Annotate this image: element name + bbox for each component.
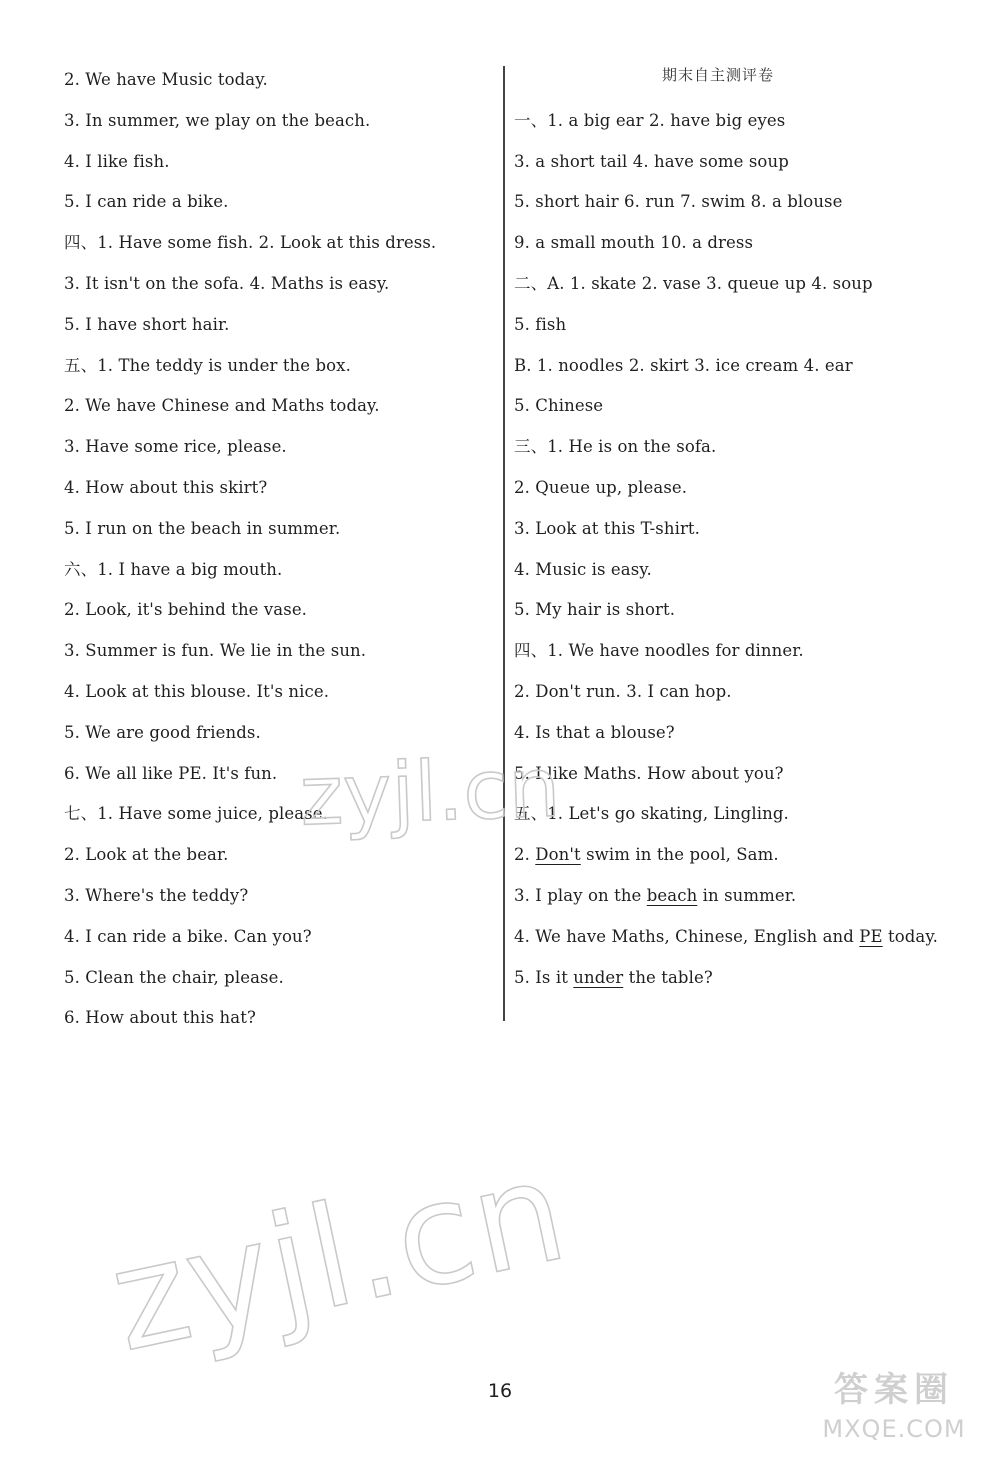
answer-line: 3. Have some rice, please. <box>64 437 287 457</box>
underlined-word: Don't <box>535 845 581 865</box>
answer-line: 4. I can ride a bike. Can you? <box>64 926 312 946</box>
answer-line: 4. I like fish. <box>64 151 170 171</box>
answer-line: 四、1. Have some fish. 2. Look at this dress. <box>64 233 437 253</box>
answer-line: 3. It isn't on the sofa. 4. Maths is easy. <box>64 273 390 293</box>
answer-line: 3. Look at this T-shirt. <box>514 518 701 538</box>
answer-line: 6. How about this hat? <box>64 1008 256 1028</box>
answer-line: 3. Where's the teddy? <box>64 885 249 905</box>
line-text: in summer. <box>697 885 797 905</box>
answer-line: 6. We all like PE. It's fun. <box>64 763 278 783</box>
underlined-word: beach <box>646 885 698 905</box>
answer-line: 5. Chinese <box>514 396 604 416</box>
line-text: the table? <box>623 967 713 987</box>
answer-line <box>514 876 984 917</box>
answer-line <box>514 835 984 876</box>
section-title: 期末自主测评卷 <box>662 66 775 84</box>
line-text: 2. <box>514 845 536 865</box>
stamp-title: 答案圈 <box>834 1370 954 1410</box>
answer-line: 3. In summer, we play on the beach. <box>64 110 371 130</box>
answer-line: B. 1. noodles 2. skirt 3. ice cream 4. ear <box>514 355 853 375</box>
site-stamp-logo <box>794 1362 994 1454</box>
answer-line: 六、1. I have a big mouth. <box>64 559 283 579</box>
line-text: 5. Is it <box>514 967 574 987</box>
answer-line: 2. Don't run. 3. I can hop. <box>514 681 732 701</box>
answer-line: 2. We have Music today. <box>64 70 268 89</box>
line-text: today. <box>882 926 938 946</box>
underlined-word: under <box>573 967 624 987</box>
answer-line: 4. Is that a blouse? <box>514 722 675 742</box>
answer-line: 五、1. The teddy is under the box. <box>64 355 351 375</box>
column-divider <box>503 66 505 1021</box>
answer-line: 2. Queue up, please. <box>514 477 688 497</box>
answer-line: 五、1. Let's go skating, Lingling. <box>514 804 789 824</box>
answer-line: 9. a small mouth 10. a dress <box>514 233 754 253</box>
answer-line: 5. I can ride a bike. <box>64 192 229 212</box>
answer-line: 5. I have short hair. <box>64 314 230 334</box>
answer-line: 4. Music is easy. <box>514 559 652 579</box>
answer-line: 5. fish <box>514 314 567 334</box>
answer-line: 三、1. He is on the sofa. <box>514 437 717 457</box>
stamp-domain: MXQE.COM <box>822 1415 966 1443</box>
underlined-word: PE <box>859 926 883 946</box>
answer-line: 4. Look at this blouse. It's nice. <box>64 681 330 701</box>
answer-line: 5. My hair is short. <box>514 600 676 620</box>
answer-line: 二、A. 1. skate 2. vase 3. queue up 4. soup <box>514 273 873 293</box>
line-text: 4. We have Maths, Chinese, English and <box>514 926 860 946</box>
left-answer-column <box>64 60 484 1039</box>
answer-line <box>514 917 984 958</box>
page-number: 16 <box>487 1380 513 1402</box>
answer-line: 四、1. We have noodles for dinner. <box>514 641 804 661</box>
answer-line: 2. Look at the bear. <box>64 845 229 865</box>
answer-line: 5. short hair 6. run 7. swim 8. a blouse <box>514 192 843 212</box>
watermark-large: zyjl.cn <box>98 1129 581 1384</box>
answer-line: 3. a short tail 4. have some soup <box>514 151 789 171</box>
line-text: 3. I play on the <box>514 885 647 905</box>
answer-line: 5. Clean the chair, please. <box>64 967 284 987</box>
answer-line <box>514 958 984 999</box>
answer-line: 5. We are good friends. <box>64 722 261 742</box>
answer-line: 2. Look, it's behind the vase. <box>64 600 308 620</box>
answer-line: 3. Summer is fun. We lie in the sun. <box>64 641 367 661</box>
answer-line: 4. How about this skirt? <box>64 477 268 497</box>
answer-line: 5. I run on the beach in summer. <box>64 518 341 538</box>
answer-line: 七、1. Have some juice, please. <box>64 804 328 824</box>
watermark: zyjl.cn <box>298 740 562 845</box>
right-answer-column <box>514 60 984 998</box>
answer-line: 一、1. a big ear 2. have big eyes <box>514 110 786 130</box>
line-text: swim in the pool, Sam. <box>580 845 779 865</box>
answer-line: 2. We have Chinese and Maths today. <box>64 396 380 416</box>
answer-line: 5. I like Maths. How about you? <box>514 763 784 783</box>
